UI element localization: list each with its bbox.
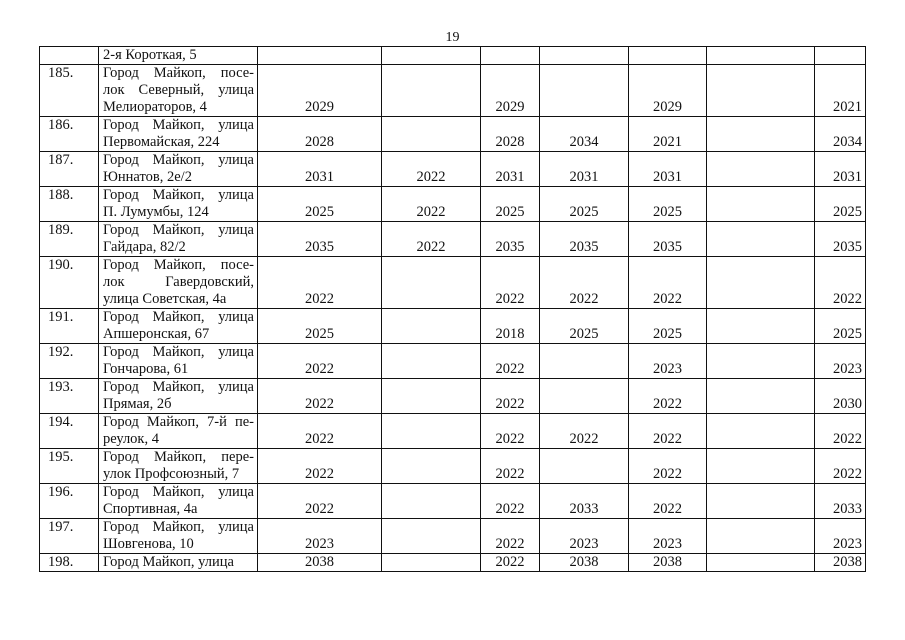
- register-table: [39, 46, 866, 572]
- year-cell: [815, 484, 866, 519]
- table-row: [40, 484, 866, 519]
- year-value: 2029: [495, 99, 525, 115]
- year-cell: [382, 414, 481, 449]
- address-line: Спортивная, 4а: [103, 501, 198, 517]
- year-value: 2022: [495, 291, 525, 307]
- year-value: 2022: [305, 396, 334, 412]
- year-cell: [815, 449, 866, 484]
- year-cell: [540, 117, 629, 152]
- row-number: 188.: [40, 187, 99, 222]
- address-line: Город Майкоп, посе-: [103, 257, 254, 273]
- year-cell: [258, 484, 382, 519]
- year-cell: [629, 344, 707, 379]
- address-line: реулок, 4: [103, 431, 159, 447]
- year-value: 2025: [653, 326, 682, 342]
- year-value: 2022: [305, 291, 334, 307]
- row-number: 195.: [40, 449, 99, 484]
- year-cell: [382, 519, 481, 554]
- year-value: 2034: [569, 134, 599, 150]
- address-cell: [99, 117, 258, 152]
- year-cell: [707, 222, 815, 257]
- address-cell: [99, 309, 258, 344]
- table-row: [40, 117, 866, 152]
- year-cell: [540, 187, 629, 222]
- year-cell: [540, 449, 629, 484]
- year-value: 2022: [833, 291, 862, 307]
- address-line: Город Майкоп, пере-: [103, 449, 254, 465]
- table-row: [40, 344, 866, 379]
- year-value: 2033: [833, 501, 862, 517]
- year-value: 2025: [305, 326, 334, 342]
- year-cell: [707, 47, 815, 65]
- row-number: 186.: [40, 117, 99, 152]
- address-line: улица Советская, 4а: [103, 291, 227, 307]
- year-value: 2035: [569, 239, 599, 255]
- page-number: 19: [445, 30, 460, 45]
- year-cell: [540, 309, 629, 344]
- year-cell: [629, 47, 707, 65]
- year-cell: [481, 554, 540, 572]
- address-line: Город Майкоп, улица: [103, 379, 254, 395]
- year-value: 2022: [305, 361, 334, 377]
- year-value: 2022: [653, 396, 682, 412]
- year-cell: [815, 379, 866, 414]
- register-body: [40, 47, 866, 572]
- row-number: 190.: [40, 257, 99, 309]
- row-number: 191.: [40, 309, 99, 344]
- year-cell: [707, 414, 815, 449]
- year-value: 2035: [653, 239, 682, 255]
- year-value: [707, 361, 814, 378]
- address-cell: [99, 554, 258, 572]
- year-value: 2023: [653, 536, 682, 552]
- year-value: 2034: [833, 134, 862, 150]
- year-cell: [707, 65, 815, 117]
- year-value: [382, 99, 480, 116]
- year-cell: [540, 414, 629, 449]
- year-cell: [382, 379, 481, 414]
- year-cell: [258, 47, 382, 65]
- table-row: [40, 187, 866, 222]
- year-cell: [382, 222, 481, 257]
- address-cell: [99, 47, 258, 65]
- table-row: [40, 152, 866, 187]
- year-cell: [707, 152, 815, 187]
- address-line: Город Майкоп, улица: [103, 117, 254, 133]
- year-value: 2022: [569, 431, 599, 447]
- year-value: [382, 536, 480, 553]
- year-cell: [629, 257, 707, 309]
- year-cell: [481, 379, 540, 414]
- table-row: [40, 449, 866, 484]
- year-cell: [815, 519, 866, 554]
- year-cell: [540, 519, 629, 554]
- year-value: 2031: [569, 169, 599, 185]
- year-cell: [815, 222, 866, 257]
- year-value: [382, 134, 480, 151]
- year-value: 2018: [495, 326, 525, 342]
- year-value: 2023: [653, 361, 682, 377]
- year-value: 2038: [833, 554, 862, 570]
- year-cell: [629, 65, 707, 117]
- year-cell: [815, 257, 866, 309]
- year-value: [815, 47, 862, 64]
- year-value: 2022: [653, 431, 682, 447]
- year-value: [382, 554, 480, 571]
- year-cell: [382, 257, 481, 309]
- year-value: 2025: [569, 204, 599, 220]
- year-value: 2022: [495, 396, 525, 412]
- address-line: Шовгенова, 10: [103, 536, 194, 552]
- year-value: 2038: [653, 554, 682, 570]
- year-cell: [481, 152, 540, 187]
- year-cell: [629, 117, 707, 152]
- year-value: [707, 431, 814, 448]
- year-value: 2022: [495, 466, 525, 482]
- address-line: улок Профсоюзный, 7: [103, 466, 240, 482]
- year-cell: [707, 484, 815, 519]
- row-number: 193.: [40, 379, 99, 414]
- address-cell: [99, 484, 258, 519]
- year-cell: [540, 152, 629, 187]
- year-value: [707, 239, 814, 256]
- table-row: [40, 414, 866, 449]
- address-line: Город Майкоп, улица: [103, 344, 254, 360]
- address-line: 2-я Короткая, 5: [103, 47, 197, 63]
- year-cell: [540, 222, 629, 257]
- row-number: 197.: [40, 519, 99, 554]
- year-cell: [258, 187, 382, 222]
- year-value: 2023: [305, 536, 334, 552]
- row-number: 198.: [40, 554, 99, 572]
- year-value: 2023: [569, 536, 599, 552]
- year-cell: [707, 344, 815, 379]
- year-value: [382, 291, 480, 308]
- year-value: 2022: [495, 501, 525, 517]
- year-value: [382, 361, 480, 378]
- year-cell: [815, 65, 866, 117]
- year-value: [382, 466, 480, 483]
- address-line: Апшеронская, 67: [103, 326, 210, 342]
- year-cell: [382, 187, 481, 222]
- year-cell: [629, 222, 707, 257]
- address-line: П. Лумумбы, 124: [103, 204, 209, 220]
- address-line: Город Майкоп, улица: [103, 187, 254, 203]
- address-line: Прямая, 2б: [103, 396, 172, 412]
- year-value: 2035: [833, 239, 862, 255]
- year-value: 2023: [833, 536, 862, 552]
- address-line: Гайдара, 82/2: [103, 239, 186, 255]
- year-value: 2022: [569, 291, 599, 307]
- year-value: 2021: [833, 99, 862, 115]
- row-number: [40, 47, 99, 65]
- year-cell: [481, 187, 540, 222]
- year-cell: [258, 344, 382, 379]
- year-value: 2025: [833, 204, 862, 220]
- year-cell: [382, 344, 481, 379]
- year-cell: [481, 65, 540, 117]
- year-value: [707, 204, 814, 221]
- year-value: [707, 47, 814, 64]
- row-number: 189.: [40, 222, 99, 257]
- year-value: [382, 396, 480, 413]
- year-cell: [382, 152, 481, 187]
- year-value: 2022: [495, 554, 525, 570]
- year-cell: [481, 117, 540, 152]
- year-value: 2022: [305, 466, 334, 482]
- table-row: [40, 47, 866, 65]
- year-cell: [629, 519, 707, 554]
- year-cell: [481, 484, 540, 519]
- year-value: 2033: [569, 501, 599, 517]
- year-cell: [258, 554, 382, 572]
- year-value: [707, 169, 814, 186]
- year-cell: [707, 449, 815, 484]
- year-value: 2022: [495, 361, 525, 377]
- year-cell: [382, 449, 481, 484]
- year-value: 2035: [495, 239, 525, 255]
- year-cell: [258, 257, 382, 309]
- table-row: [40, 379, 866, 414]
- year-cell: [382, 47, 481, 65]
- address-line: Гончарова, 61: [103, 361, 189, 377]
- address-line: Город Майкоп, посе-: [103, 65, 254, 81]
- year-value: 2022: [416, 239, 446, 255]
- table-row: [40, 519, 866, 554]
- year-value: [540, 466, 628, 483]
- year-cell: [481, 257, 540, 309]
- year-cell: [481, 414, 540, 449]
- year-value: 2022: [495, 431, 525, 447]
- year-cell: [707, 117, 815, 152]
- year-value: 2022: [495, 536, 525, 552]
- address-cell: [99, 222, 258, 257]
- year-value: 2022: [416, 169, 446, 185]
- year-value: 2021: [653, 134, 682, 150]
- year-cell: [815, 554, 866, 572]
- year-value: [382, 431, 480, 448]
- year-cell: [382, 65, 481, 117]
- year-value: 2022: [305, 431, 334, 447]
- year-value: [540, 47, 628, 64]
- year-cell: [382, 117, 481, 152]
- year-cell: [629, 484, 707, 519]
- year-value: [707, 554, 814, 571]
- year-value: [382, 326, 480, 343]
- year-cell: [540, 379, 629, 414]
- year-cell: [629, 309, 707, 344]
- year-value: 2025: [495, 204, 525, 220]
- year-cell: [629, 187, 707, 222]
- row-number: 196.: [40, 484, 99, 519]
- year-value: 2029: [305, 99, 334, 115]
- year-value: [707, 134, 814, 151]
- year-cell: [382, 309, 481, 344]
- address-line: Город Майкоп, улица: [103, 519, 254, 535]
- year-cell: [481, 309, 540, 344]
- year-value: [540, 361, 628, 378]
- year-cell: [540, 484, 629, 519]
- year-cell: [540, 554, 629, 572]
- year-value: [540, 99, 628, 116]
- year-value: [629, 47, 706, 64]
- year-value: 2030: [833, 396, 862, 412]
- year-cell: [481, 222, 540, 257]
- address-cell: [99, 152, 258, 187]
- address-line: Город Майкоп, улица: [103, 222, 254, 238]
- year-value: 2038: [305, 554, 334, 570]
- address-line: лок Северный, улица: [103, 82, 254, 98]
- year-value: 2025: [653, 204, 682, 220]
- table-row: [40, 309, 866, 344]
- year-value: 2022: [833, 431, 862, 447]
- table-row: [40, 554, 866, 572]
- year-cell: [258, 222, 382, 257]
- year-cell: [629, 379, 707, 414]
- year-value: 2022: [416, 204, 446, 220]
- year-value: [707, 536, 814, 553]
- address-line: Город Майкоп, улица: [103, 152, 254, 168]
- year-cell: [258, 379, 382, 414]
- year-cell: [707, 379, 815, 414]
- year-value: [382, 47, 480, 64]
- year-value: [481, 47, 539, 64]
- year-value: [707, 466, 814, 483]
- address-line: Мелиораторов, 4: [103, 99, 207, 115]
- table-row: [40, 257, 866, 309]
- year-cell: [258, 449, 382, 484]
- row-number: 194.: [40, 414, 99, 449]
- year-value: 2022: [653, 466, 682, 482]
- year-cell: [382, 554, 481, 572]
- year-value: 2022: [305, 501, 334, 517]
- year-value: 2038: [569, 554, 599, 570]
- year-cell: [540, 47, 629, 65]
- year-value: [258, 47, 381, 64]
- table-row: [40, 222, 866, 257]
- year-cell: [540, 257, 629, 309]
- year-value: 2031: [305, 169, 334, 185]
- year-value: [707, 501, 814, 518]
- row-number: 185.: [40, 65, 99, 117]
- year-cell: [707, 519, 815, 554]
- table-row: [40, 65, 866, 117]
- address-line: Город Майкоп, 7-й пе-: [103, 414, 254, 430]
- year-cell: [481, 344, 540, 379]
- year-value: [707, 326, 814, 343]
- year-value: 2031: [495, 169, 525, 185]
- year-value: 2035: [305, 239, 334, 255]
- year-cell: [258, 65, 382, 117]
- year-cell: [629, 449, 707, 484]
- year-cell: [815, 344, 866, 379]
- address-line: Город Майкоп, улица: [103, 554, 234, 570]
- address-line: Первомайская, 224: [103, 134, 220, 150]
- year-value: 2028: [305, 134, 334, 150]
- year-value: 2031: [833, 169, 862, 185]
- address-cell: [99, 344, 258, 379]
- year-cell: [815, 117, 866, 152]
- year-cell: [540, 65, 629, 117]
- address-cell: [99, 414, 258, 449]
- year-cell: [629, 414, 707, 449]
- year-value: 2025: [305, 204, 334, 220]
- year-cell: [258, 414, 382, 449]
- address-cell: [99, 519, 258, 554]
- year-value: 2023: [833, 361, 862, 377]
- address-cell: [99, 449, 258, 484]
- year-cell: [629, 554, 707, 572]
- year-value: [707, 99, 814, 116]
- year-value: 2025: [569, 326, 599, 342]
- year-cell: [707, 309, 815, 344]
- address-line: лок Гавердовский,: [103, 274, 254, 290]
- year-value: [540, 396, 628, 413]
- row-number: 192.: [40, 344, 99, 379]
- year-cell: [540, 344, 629, 379]
- year-value: [707, 396, 814, 413]
- year-cell: [815, 187, 866, 222]
- year-cell: [707, 257, 815, 309]
- year-cell: [481, 519, 540, 554]
- year-cell: [815, 47, 866, 65]
- year-cell: [815, 414, 866, 449]
- year-cell: [258, 309, 382, 344]
- address-cell: [99, 65, 258, 117]
- year-cell: [707, 187, 815, 222]
- year-cell: [258, 117, 382, 152]
- year-cell: [815, 309, 866, 344]
- address-line: Город Майкоп, улица: [103, 309, 254, 325]
- year-cell: [629, 152, 707, 187]
- year-value: 2025: [833, 326, 862, 342]
- year-value: 2031: [653, 169, 682, 185]
- year-value: [707, 291, 814, 308]
- address-cell: [99, 257, 258, 309]
- year-cell: [815, 152, 866, 187]
- year-cell: [481, 47, 540, 65]
- year-value: 2022: [653, 501, 682, 517]
- year-value: 2029: [653, 99, 682, 115]
- year-value: 2022: [653, 291, 682, 307]
- address-line: Город Майкоп, улица: [103, 484, 254, 500]
- address-line: Юннатов, 2е/2: [103, 169, 192, 185]
- address-cell: [99, 187, 258, 222]
- year-value: [382, 501, 480, 518]
- address-cell: [99, 379, 258, 414]
- year-cell: [258, 152, 382, 187]
- year-cell: [707, 554, 815, 572]
- year-cell: [258, 519, 382, 554]
- year-cell: [481, 449, 540, 484]
- year-value: 2022: [833, 466, 862, 482]
- year-cell: [382, 484, 481, 519]
- row-number: 187.: [40, 152, 99, 187]
- year-value: 2028: [495, 134, 525, 150]
